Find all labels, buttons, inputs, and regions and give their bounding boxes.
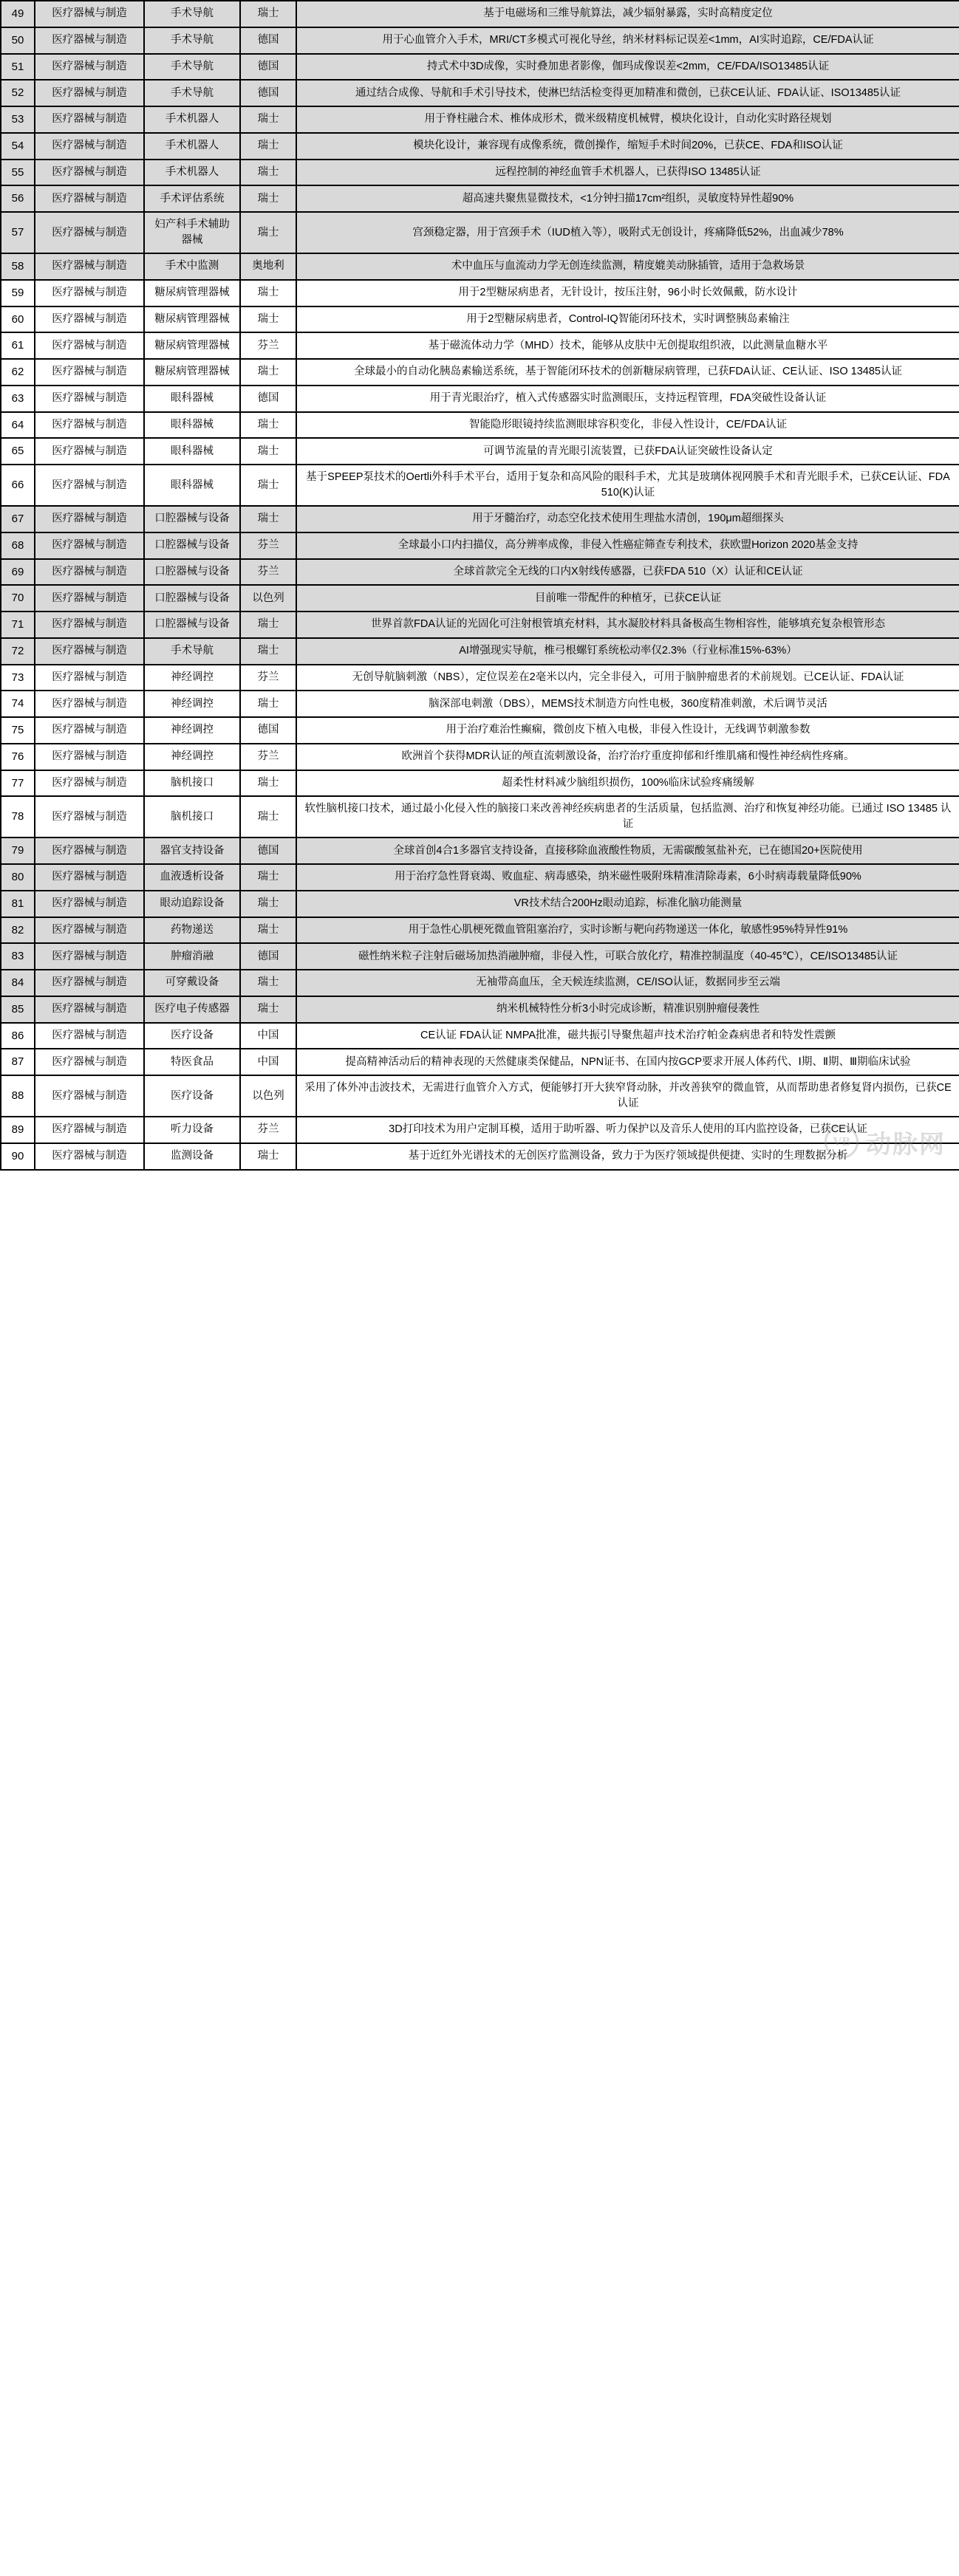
table-row	[1, 1023, 959, 1049]
row-country: 芬兰	[240, 532, 296, 559]
row-country: 瑞士	[240, 691, 296, 717]
row-subfield: 手术评估系统	[144, 185, 240, 212]
row-category: 医疗器械与制造	[35, 106, 144, 133]
row-subfield: 听力设备	[144, 1117, 240, 1143]
row-description: 3D打印技术为用户定制耳模，适用于助听器、听力保护以及音乐人使用的耳内监控设备，已获CE认证	[296, 1117, 959, 1143]
row-category: 医疗器械与制造	[35, 891, 144, 917]
row-description: 持式术中3D成像，实时叠加患者影像，伽玛成像误差<2mm，CE/FDA/ISO13485认证	[296, 54, 959, 80]
row-country: 中国	[240, 1049, 296, 1075]
row-country: 瑞士	[240, 864, 296, 891]
row-description: 无袖带高血压，全天候连续监测，CE/ISO认证，数据同步至云端	[296, 970, 959, 996]
row-id: 59	[1, 280, 35, 306]
row-country: 德国	[240, 80, 296, 106]
table-row	[1, 332, 959, 359]
row-category: 医疗器械与制造	[35, 212, 144, 253]
row-id: 56	[1, 185, 35, 212]
row-country: 芬兰	[240, 332, 296, 359]
row-country: 德国	[240, 943, 296, 970]
row-category: 医疗器械与制造	[35, 438, 144, 465]
row-country: 德国	[240, 54, 296, 80]
row-country: 芬兰	[240, 744, 296, 770]
row-description: 脑深部电刺激（DBS），MEMS技术制造方向性电极，360度精准刺激，术后调节灵活	[296, 691, 959, 717]
row-id: 60	[1, 306, 35, 333]
row-country: 瑞士	[240, 917, 296, 944]
row-description: 目前唯一带配件的种植牙，已获CE认证	[296, 585, 959, 612]
table-row	[1, 359, 959, 386]
row-id: 65	[1, 438, 35, 465]
row-subfield: 眼科器械	[144, 465, 240, 506]
row-description: 宫颈稳定器，用于宫颈手术（IUD植入等），吸附式无创设计，疼痛降低52%，出血减少78%	[296, 212, 959, 253]
row-country: 瑞士	[240, 306, 296, 333]
table-row	[1, 80, 959, 106]
row-country: 瑞士	[240, 106, 296, 133]
row-category: 医疗器械与制造	[35, 943, 144, 970]
table-row	[1, 1075, 959, 1117]
row-country: 德国	[240, 717, 296, 744]
row-country: 以色列	[240, 585, 296, 612]
row-subfield: 手术机器人	[144, 160, 240, 186]
row-id: 52	[1, 80, 35, 106]
row-id: 62	[1, 359, 35, 386]
row-description: 全球最小口内扫描仪，高分辨率成像，非侵入性癌症筛查专利技术，获欧盟Horizon 2020基金支持	[296, 532, 959, 559]
row-country: 瑞士	[240, 1143, 296, 1170]
row-country: 瑞士	[240, 160, 296, 186]
row-description: VR技术结合200Hz眼动追踪，标准化脑功能测量	[296, 891, 959, 917]
row-subfield: 眼科器械	[144, 438, 240, 465]
row-category: 医疗器械与制造	[35, 770, 144, 797]
row-country: 瑞士	[240, 796, 296, 837]
row-description: 用于治疗难治性癫痫，微创皮下植入电极，非侵入性设计，无线调节刺激参数	[296, 717, 959, 744]
row-country: 瑞士	[240, 465, 296, 506]
row-description: 用于2型糖尿病患者，Control-IQ智能闭环技术，实时调整胰岛素输注	[296, 306, 959, 333]
row-category: 医疗器械与制造	[35, 1075, 144, 1117]
row-description: 通过结合成像、导航和手术引导技术，使淋巴结活检变得更加精准和微创，已获CE认证、FDA认证、ISO13485认证	[296, 80, 959, 106]
row-id: 77	[1, 770, 35, 797]
row-subfield: 手术导航	[144, 80, 240, 106]
row-subfield: 糖尿病管理器械	[144, 359, 240, 386]
row-subfield: 神经调控	[144, 665, 240, 691]
row-id: 55	[1, 160, 35, 186]
table-row	[1, 133, 959, 160]
row-subfield: 眼科器械	[144, 412, 240, 439]
row-subfield: 眼科器械	[144, 386, 240, 412]
table-row	[1, 891, 959, 917]
table-row	[1, 665, 959, 691]
row-country: 德国	[240, 27, 296, 54]
table-row	[1, 770, 959, 797]
row-category: 医疗器械与制造	[35, 465, 144, 506]
row-subfield: 口腔器械与设备	[144, 585, 240, 612]
table-row	[1, 917, 959, 944]
row-subfield: 器官支持设备	[144, 837, 240, 864]
row-category: 医疗器械与制造	[35, 665, 144, 691]
row-category: 医疗器械与制造	[35, 1049, 144, 1075]
row-subfield: 口腔器械与设备	[144, 532, 240, 559]
row-category: 医疗器械与制造	[35, 185, 144, 212]
table-row	[1, 1143, 959, 1170]
row-description: 基于电磁场和三维导航算法，减少辐射暴露，实时高精度定位	[296, 1, 959, 27]
row-id: 75	[1, 717, 35, 744]
table-sheet	[0, 0, 959, 1171]
row-subfield: 神经调控	[144, 744, 240, 770]
row-description: 用于2型糖尿病患者，无针设计，按压注射，96小时长效佩戴，防水设计	[296, 280, 959, 306]
row-id: 58	[1, 253, 35, 280]
row-id: 87	[1, 1049, 35, 1075]
row-category: 医疗器械与制造	[35, 532, 144, 559]
row-subfield: 肿瘤消融	[144, 943, 240, 970]
row-subfield: 妇产科手术辅助器械	[144, 212, 240, 253]
row-country: 瑞士	[240, 970, 296, 996]
row-category: 医疗器械与制造	[35, 359, 144, 386]
row-category: 医疗器械与制造	[35, 253, 144, 280]
row-description: 欧洲首个获得MDR认证的颅直流刺激设备，治疗治疗重度抑郁和纤维肌痛和慢性神经病性疼痛。	[296, 744, 959, 770]
row-category: 医疗器械与制造	[35, 27, 144, 54]
row-id: 85	[1, 996, 35, 1023]
row-subfield: 糖尿病管理器械	[144, 332, 240, 359]
row-country: 以色列	[240, 1075, 296, 1117]
row-category: 医疗器械与制造	[35, 386, 144, 412]
row-description: 术中血压与血流动力学无创连续监测，精度媲美动脉插管，适用于急救场景	[296, 253, 959, 280]
row-country: 瑞士	[240, 185, 296, 212]
row-id: 86	[1, 1023, 35, 1049]
row-subfield: 手术导航	[144, 638, 240, 665]
row-category: 医疗器械与制造	[35, 506, 144, 532]
row-id: 70	[1, 585, 35, 612]
row-category: 医疗器械与制造	[35, 1117, 144, 1143]
row-id: 69	[1, 559, 35, 586]
row-id: 88	[1, 1075, 35, 1117]
row-description: 软性脑机接口技术，通过最小化侵入性的脑接口来改善神经疾病患者的生活质量，包括监测、治疗和恢复神经功能。已通过 ISO 13485 认证	[296, 796, 959, 837]
row-description: 全球首创4合1多器官支持设备，直接移除血液酸性物质，无需碳酸氢盐补充，已在德国20+医院使用	[296, 837, 959, 864]
table-row	[1, 559, 959, 586]
row-description: 用于心血管介入手术，MRI/CT多模式可视化导丝，纳米材料标记误差<1mm，AI实时追踪，CE/FDA认证	[296, 27, 959, 54]
table-row	[1, 612, 959, 638]
table-body	[1, 1, 959, 1170]
row-country: 奥地利	[240, 253, 296, 280]
row-subfield: 糖尿病管理器械	[144, 306, 240, 333]
row-description: 采用了体外冲击波技术，无需进行血管介入方式，便能够打开大狭窄肾动脉，并改善狭窄的微血管，从而帮助患者修复肾内损伤，已获CE认证	[296, 1075, 959, 1117]
table-row	[1, 212, 959, 253]
row-subfield: 药物递送	[144, 917, 240, 944]
row-category: 医疗器械与制造	[35, 717, 144, 744]
table-row	[1, 691, 959, 717]
table-row	[1, 306, 959, 333]
row-description: 世界首款FDA认证的光固化可注射根管填充材料，其水凝胶材料具备极高生物相容性，能够填充复杂根管形态	[296, 612, 959, 638]
row-category: 医疗器械与制造	[35, 612, 144, 638]
table-row	[1, 280, 959, 306]
row-description: 全球最小的自动化胰岛素输送系统，基于智能闭环技术的创新糖尿病管理，已获FDA认证、CE认证、ISO 13485认证	[296, 359, 959, 386]
row-category: 医疗器械与制造	[35, 638, 144, 665]
watermark-text: 动脉网	[866, 1129, 946, 1159]
row-id: 79	[1, 837, 35, 864]
row-category: 医疗器械与制造	[35, 1143, 144, 1170]
row-country: 瑞士	[240, 891, 296, 917]
row-category: 医疗器械与制造	[35, 80, 144, 106]
row-country: 芬兰	[240, 665, 296, 691]
row-description: 超柔性材料减少脑组织损伤，100%临床试验疼痛缓解	[296, 770, 959, 797]
table-row	[1, 27, 959, 54]
row-id: 76	[1, 744, 35, 770]
row-category: 医疗器械与制造	[35, 970, 144, 996]
row-category: 医疗器械与制造	[35, 133, 144, 160]
row-category: 医疗器械与制造	[35, 306, 144, 333]
row-id: 72	[1, 638, 35, 665]
row-country: 瑞士	[240, 212, 296, 253]
row-subfield: 脑机接口	[144, 770, 240, 797]
row-id: 83	[1, 943, 35, 970]
table-row	[1, 465, 959, 506]
row-subfield: 手术导航	[144, 27, 240, 54]
row-country: 瑞士	[240, 359, 296, 386]
table-row	[1, 106, 959, 133]
row-description: 可调节流量的青光眼引流装置，已获FDA认证突破性设备认定	[296, 438, 959, 465]
row-country: 瑞士	[240, 412, 296, 439]
innovation-table	[0, 0, 959, 1171]
row-id: 73	[1, 665, 35, 691]
row-id: 80	[1, 864, 35, 891]
row-description: 用于治疗急性肾衰竭、败血症、病毒感染，纳米磁性吸附珠精准清除毒素，6小时病毒载量降低90%	[296, 864, 959, 891]
row-id: 61	[1, 332, 35, 359]
row-id: 67	[1, 506, 35, 532]
table-row	[1, 185, 959, 212]
row-id: 81	[1, 891, 35, 917]
row-id: 68	[1, 532, 35, 559]
table-row	[1, 837, 959, 864]
row-description: 提高精神活动后的精神表现的天然健康类保健品，NPN证书、在国内按GCP要求开展人体药代、Ⅰ期、Ⅱ期、Ⅲ期临床试验	[296, 1049, 959, 1075]
row-subfield: 手术导航	[144, 1, 240, 27]
row-subfield: 手术中监测	[144, 253, 240, 280]
row-country: 瑞士	[240, 638, 296, 665]
table-row	[1, 386, 959, 412]
row-id: 51	[1, 54, 35, 80]
row-country: 瑞士	[240, 612, 296, 638]
row-category: 医疗器械与制造	[35, 837, 144, 864]
row-subfield: 医疗电子传感器	[144, 996, 240, 1023]
row-id: 54	[1, 133, 35, 160]
row-description: 基于近红外光谱技术的无创医疗监测设备，致力于为医疗领域提供便捷、实时的生理数据分析	[296, 1143, 959, 1170]
row-category: 医疗器械与制造	[35, 559, 144, 586]
row-subfield: 眼动追踪设备	[144, 891, 240, 917]
row-country: 中国	[240, 1023, 296, 1049]
table-row	[1, 585, 959, 612]
row-description: CE认证 FDA认证 NMPA批准，磁共振引导聚焦超声技术治疗帕金森病患者和特发性震颤	[296, 1023, 959, 1049]
row-category: 医疗器械与制造	[35, 412, 144, 439]
row-id: 82	[1, 917, 35, 944]
row-description: 用于牙髓治疗，动态空化技术使用生理盐水清创，190μm超细探头	[296, 506, 959, 532]
row-id: 66	[1, 465, 35, 506]
table-row	[1, 1049, 959, 1075]
row-id: 74	[1, 691, 35, 717]
row-description: 超高速共聚焦显微技术，<1分钟扫描17cm²组织，灵敏度特异性超90%	[296, 185, 959, 212]
row-country: 瑞士	[240, 506, 296, 532]
row-country: 瑞士	[240, 1, 296, 27]
row-subfield: 口腔器械与设备	[144, 506, 240, 532]
row-category: 医疗器械与制造	[35, 691, 144, 717]
row-id: 57	[1, 212, 35, 253]
row-country: 芬兰	[240, 559, 296, 586]
table-row	[1, 744, 959, 770]
row-description: 用于青光眼治疗，植入式传感器实时监测眼压，支持远程管理，FDA突破性设备认证	[296, 386, 959, 412]
table-row	[1, 970, 959, 996]
row-description: 纳米机械特性分析3小时完成诊断，精准识别肿瘤侵袭性	[296, 996, 959, 1023]
row-description: 全球首款完全无线的口内X射线传感器，已获FDA 510（X）认证和CE认证	[296, 559, 959, 586]
row-id: 90	[1, 1143, 35, 1170]
table-row	[1, 864, 959, 891]
row-id: 71	[1, 612, 35, 638]
table-row	[1, 532, 959, 559]
row-description: 远程控制的神经血管手术机器人，已获得ISO 13485认证	[296, 160, 959, 186]
row-subfield: 口腔器械与设备	[144, 559, 240, 586]
row-subfield: 医疗设备	[144, 1075, 240, 1117]
row-country: 瑞士	[240, 770, 296, 797]
row-country: 德国	[240, 837, 296, 864]
table-row	[1, 506, 959, 532]
row-description: 模块化设计，兼容现有成像系统，微创操作，缩短手术时间20%，已获CE、FDA和ISO认证	[296, 133, 959, 160]
row-id: 84	[1, 970, 35, 996]
row-subfield: 脑机接口	[144, 796, 240, 837]
row-description: AI增强现实导航，椎弓根螺钉系统松动率仅2.3%（行业标准15%-63%）	[296, 638, 959, 665]
table-row	[1, 638, 959, 665]
row-subfield: 特医食品	[144, 1049, 240, 1075]
row-subfield: 手术导航	[144, 54, 240, 80]
row-description: 用于脊柱融合术、椎体成形术，微米级精度机械臂，模块化设计，自动化实时路径规划	[296, 106, 959, 133]
row-category: 医疗器械与制造	[35, 864, 144, 891]
row-subfield: 医疗设备	[144, 1023, 240, 1049]
row-subfield: 血液透析设备	[144, 864, 240, 891]
table-row	[1, 412, 959, 439]
row-id: 89	[1, 1117, 35, 1143]
table-row	[1, 943, 959, 970]
row-description: 基于SPEEP泵技术的Oertli外科手术平台，适用于复杂和高风险的眼科手术，尤其是玻璃体视网膜手术和青光眼手术，已获CE认证、FDA 510(K)认证	[296, 465, 959, 506]
row-description: 无创导航脑刺激（NBS），定位误差在2毫米以内，完全非侵入，可用于脑肿瘤患者的术前规划。已CE认证、FDA认证	[296, 665, 959, 691]
table-row	[1, 253, 959, 280]
row-category: 医疗器械与制造	[35, 332, 144, 359]
table-row	[1, 438, 959, 465]
row-id: 63	[1, 386, 35, 412]
row-category: 医疗器械与制造	[35, 1, 144, 27]
row-description: 基于磁流体动力学（MHD）技术，能够从皮肤中无创提取组织液，以此测量血糖水平	[296, 332, 959, 359]
table-row	[1, 996, 959, 1023]
row-subfield: 神经调控	[144, 691, 240, 717]
row-id: 78	[1, 796, 35, 837]
row-subfield: 可穿戴设备	[144, 970, 240, 996]
row-country: 芬兰	[240, 1117, 296, 1143]
row-id: 50	[1, 27, 35, 54]
row-country: 瑞士	[240, 996, 296, 1023]
row-description: 用于急性心肌梗死微血管阻塞治疗，实时诊断与靶向药物递送一体化，敏感性95%特异性91%	[296, 917, 959, 944]
row-subfield: 手术机器人	[144, 133, 240, 160]
row-subfield: 手术机器人	[144, 106, 240, 133]
row-subfield: 口腔器械与设备	[144, 612, 240, 638]
row-category: 医疗器械与制造	[35, 54, 144, 80]
row-category: 医疗器械与制造	[35, 160, 144, 186]
row-country: 瑞士	[240, 438, 296, 465]
row-subfield: 监测设备	[144, 1143, 240, 1170]
table-row	[1, 160, 959, 186]
table-row	[1, 796, 959, 837]
row-subfield: 糖尿病管理器械	[144, 280, 240, 306]
table-row	[1, 54, 959, 80]
row-id: 53	[1, 106, 35, 133]
table-row	[1, 1, 959, 27]
row-category: 医疗器械与制造	[35, 744, 144, 770]
row-country: 德国	[240, 386, 296, 412]
row-id: 49	[1, 1, 35, 27]
row-country: 瑞士	[240, 133, 296, 160]
row-category: 医疗器械与制造	[35, 996, 144, 1023]
table-row	[1, 1117, 959, 1143]
row-category: 医疗器械与制造	[35, 917, 144, 944]
row-category: 医疗器械与制造	[35, 796, 144, 837]
row-id: 64	[1, 412, 35, 439]
row-description: 磁性纳米粒子注射后磁场加热消融肿瘤，非侵入性，可联合放化疗，精准控制温度（40-45℃），CE/ISO13485认证	[296, 943, 959, 970]
row-description: 智能隐形眼镜持续监测眼球容积变化，非侵入性设计，CE/FDA认证	[296, 412, 959, 439]
row-category: 医疗器械与制造	[35, 1023, 144, 1049]
table-row	[1, 717, 959, 744]
row-subfield: 神经调控	[144, 717, 240, 744]
watermark-badge-icon: VB	[825, 1125, 859, 1159]
row-category: 医疗器械与制造	[35, 585, 144, 612]
row-category: 医疗器械与制造	[35, 280, 144, 306]
row-country: 瑞士	[240, 280, 296, 306]
